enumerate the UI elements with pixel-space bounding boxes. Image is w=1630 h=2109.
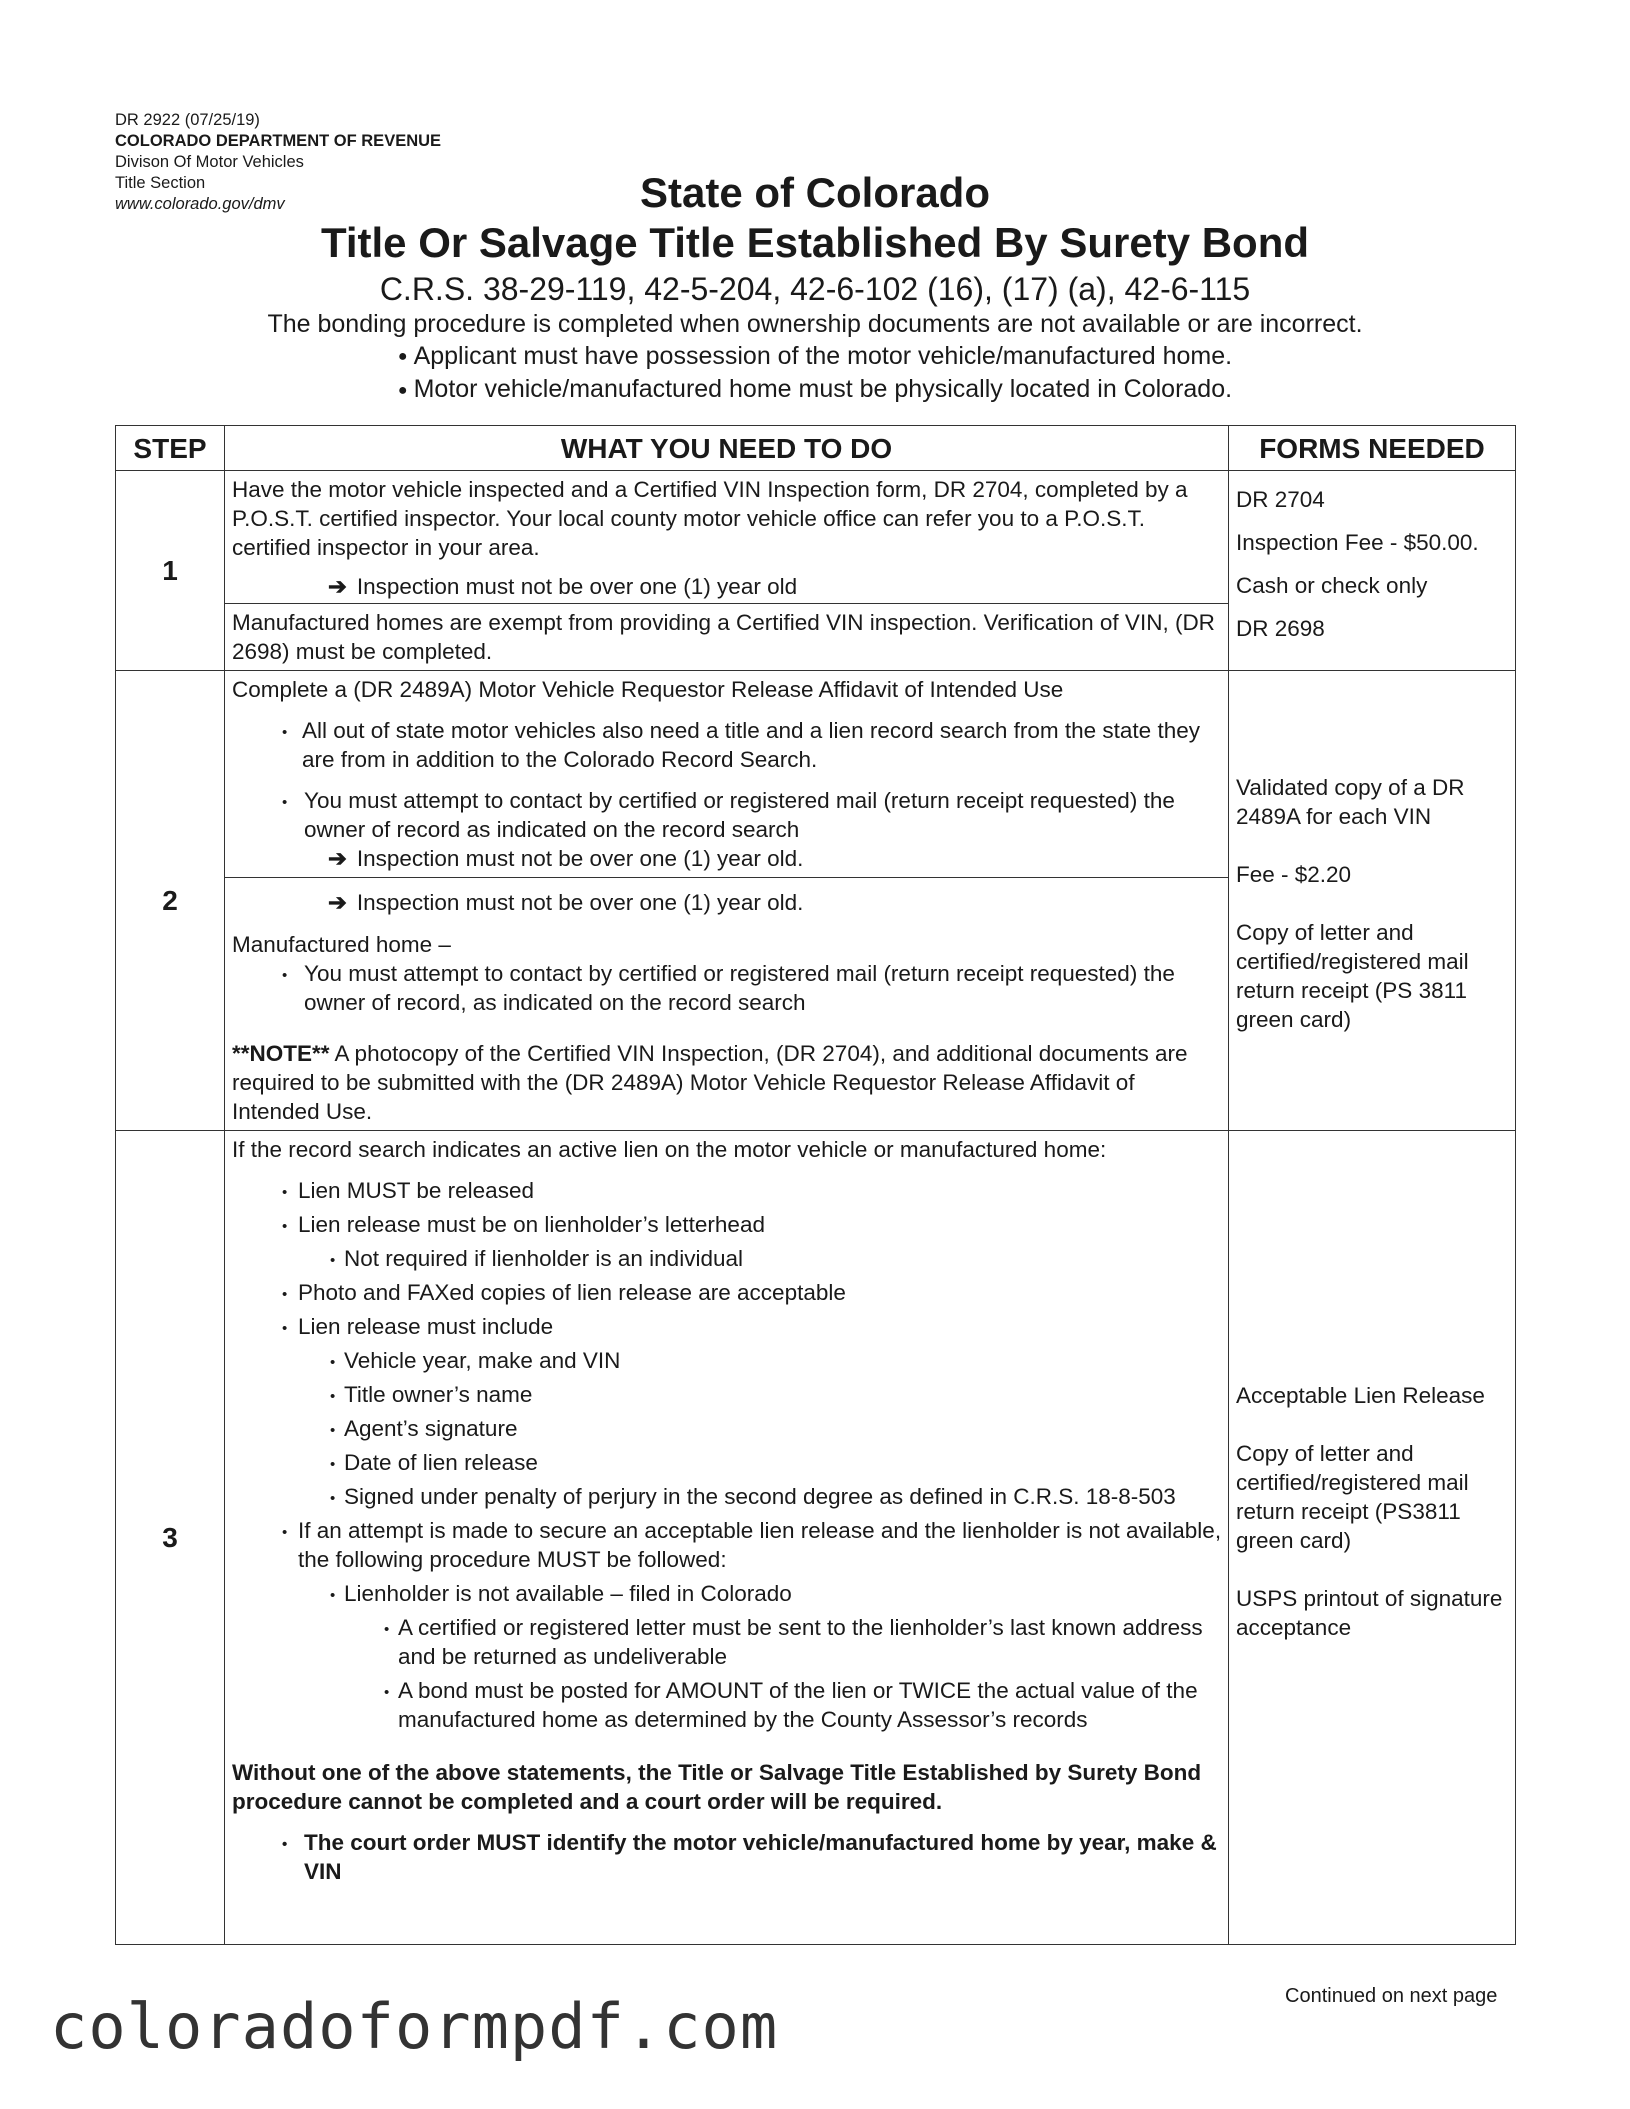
step3-warning: Without one of the above statements, the Title or Salvage Title Established by Surety Bond procedure cannot be completed and a court order will be required.	[232, 1760, 1202, 1814]
step2-arrow-note: ➔ Inspection must not be over one (1) year old.	[328, 846, 804, 871]
table-row	[116, 1131, 1516, 1945]
header-bullet: ● Applicant must have possession of the motor vehicle/manufactured home.	[397, 342, 1233, 370]
form-item: Copy of letter and certified/registered mail return receipt (PS 3811 green card)	[1236, 920, 1469, 1032]
steps-table	[115, 425, 1516, 1945]
list-item: • Title owner’s name	[232, 1380, 1222, 1409]
list-item: • Lien release must be on lienholder’s letterhead	[232, 1210, 1222, 1239]
website-link[interactable]: www.colorado.gov/dmv	[115, 195, 285, 213]
list-item: • All out of state motor vehicles also need a title and a lien record search from the state they are from in addition to the Colorado Record Search.	[232, 716, 1222, 774]
statutes: C.R.S. 38-29-119, 42-5-204, 42-6-102 (16), (17) (a), 42-6-115	[379, 271, 1251, 307]
step1-text: Have the motor vehicle inspected and a Certified VIN Inspection form, DR 2704, completed by a P.O.S.T. certified inspector. Your local county motor vehicle office can refer you to a P.O.S.T. certified inspector in your area.	[232, 477, 1188, 560]
section-name: Title Section	[115, 174, 206, 192]
table-header-row	[116, 426, 1516, 471]
step2-arrow-note: ➔ Inspection must not be over one (1) year old.	[328, 890, 804, 915]
list-item: • If an attempt is made to secure an acceptable lien release and the lienholder is not available, the following procedure MUST be followed:	[232, 1516, 1222, 1574]
step-number: 2	[116, 671, 225, 1131]
table-row	[116, 671, 1516, 1131]
arrow-right-icon: ➔	[328, 574, 347, 599]
step-instructions	[225, 671, 1229, 1131]
form-item: DR 2698	[1236, 616, 1325, 641]
form-item: DR 2704	[1236, 487, 1325, 512]
list-item: • A certified or registered letter must be sent to the lienholder’s last known address and be returned as undeliverable	[232, 1613, 1222, 1671]
step1-manufactured: Manufactured homes are exempt from providing a Certified VIN inspection. Verification of VIN, (DR 2698) must be completed.	[225, 603, 1228, 670]
col-header-step: STEP	[116, 426, 225, 471]
department-name: COLORADO DEPARTMENT OF REVENUE	[115, 132, 442, 150]
division-name: Divison Of Motor Vehicles	[115, 153, 304, 171]
step-instructions	[225, 471, 1229, 671]
list-item: • Lien release must include	[232, 1312, 1222, 1341]
mh-label: Manufactured home –	[232, 932, 451, 957]
step2-intro: Complete a (DR 2489A) Motor Vehicle Requestor Release Affidavit of Intended Use	[232, 677, 1064, 702]
table-row	[116, 471, 1516, 671]
step-forms	[1229, 671, 1516, 1131]
page-header	[0, 168, 1630, 407]
step-forms	[1229, 471, 1516, 671]
list-item: • You must attempt to contact by certified or registered mail (return receipt requested) the owner of record, as indicated on the record search	[232, 959, 1222, 1017]
state-heading: State of Colorado	[639, 169, 990, 216]
list-item: • Photo and FAXed copies of lien release are acceptable	[232, 1278, 1222, 1307]
list-item: • Signed under penalty of perjury in the second degree as defined in C.R.S. 18-8-503	[232, 1482, 1222, 1511]
list-item: • Vehicle year, make and VIN	[232, 1346, 1222, 1375]
page-title: Title Or Salvage Title Established By Surety Bond	[320, 219, 1310, 266]
form-id: DR 2922 (07/25/19)	[115, 111, 260, 129]
step1-arrow-note: ➔ Inspection must not be over one (1) year old	[328, 574, 798, 599]
list-item: • Lien MUST be released	[232, 1176, 1222, 1205]
list-item: • Date of lien release	[232, 1448, 1222, 1477]
col-header-forms: FORMS NEEDED	[1229, 426, 1516, 471]
list-item: • The court order MUST identify the motor vehicle/manufactured home by year, make & VIN	[232, 1828, 1222, 1886]
watermark: coloradoformpdf.com	[50, 1990, 779, 2063]
form-item: Cash or check only	[1236, 573, 1428, 598]
form-item: USPS printout of signature acceptance	[1236, 1586, 1503, 1640]
arrow-right-icon: ➔	[328, 846, 347, 871]
arrow-right-icon: ➔	[328, 890, 347, 915]
form-item: Inspection Fee - $50.00.	[1236, 530, 1479, 555]
form-item: Acceptable Lien Release	[1236, 1383, 1485, 1408]
form-item: Fee - $2.20	[1236, 862, 1352, 887]
step2-note: **NOTE** A photocopy of the Certified VIN Inspection, (DR 2704), and additional documents are required to be submitted with the (DR 2489A) Motor Vehicle Requestor Release Affidavit of Intended Use.	[232, 1041, 1188, 1124]
col-header-what: WHAT YOU NEED TO DO	[225, 426, 1229, 471]
list-item: • Not required if lienholder is an individual	[232, 1244, 1222, 1273]
form-item: Validated copy of a DR 2489A for each VIN	[1236, 775, 1465, 829]
step-number: 1	[116, 471, 225, 671]
step-forms	[1229, 1131, 1516, 1945]
intro-text: The bonding procedure is completed when ownership documents are not available or are incorrect.	[267, 310, 1363, 338]
form-item: Copy of letter and certified/registered mail return receipt (PS3811 green card)	[1236, 1441, 1469, 1553]
step3-intro: If the record search indicates an active lien on the motor vehicle or manufactured home:	[232, 1137, 1107, 1162]
list-item: • A bond must be posted for AMOUNT of the lien or TWICE the actual value of the manufactured home as determined by the County Assessor’s records	[232, 1676, 1222, 1734]
step-number: 3	[116, 1131, 225, 1945]
step-instructions	[225, 1131, 1229, 1945]
continued-note: Continued on next page	[1285, 1985, 1498, 2007]
header-bullet: ● Motor vehicle/manufactured home must be physically located in Colorado.	[397, 375, 1233, 404]
list-item: • Lienholder is not available – filed in Colorado	[232, 1579, 1222, 1608]
list-item: • You must attempt to contact by certified or registered mail (return receipt requested) the owner of record as indicated on the record search	[232, 786, 1222, 844]
list-item: • Agent’s signature	[232, 1414, 1222, 1443]
